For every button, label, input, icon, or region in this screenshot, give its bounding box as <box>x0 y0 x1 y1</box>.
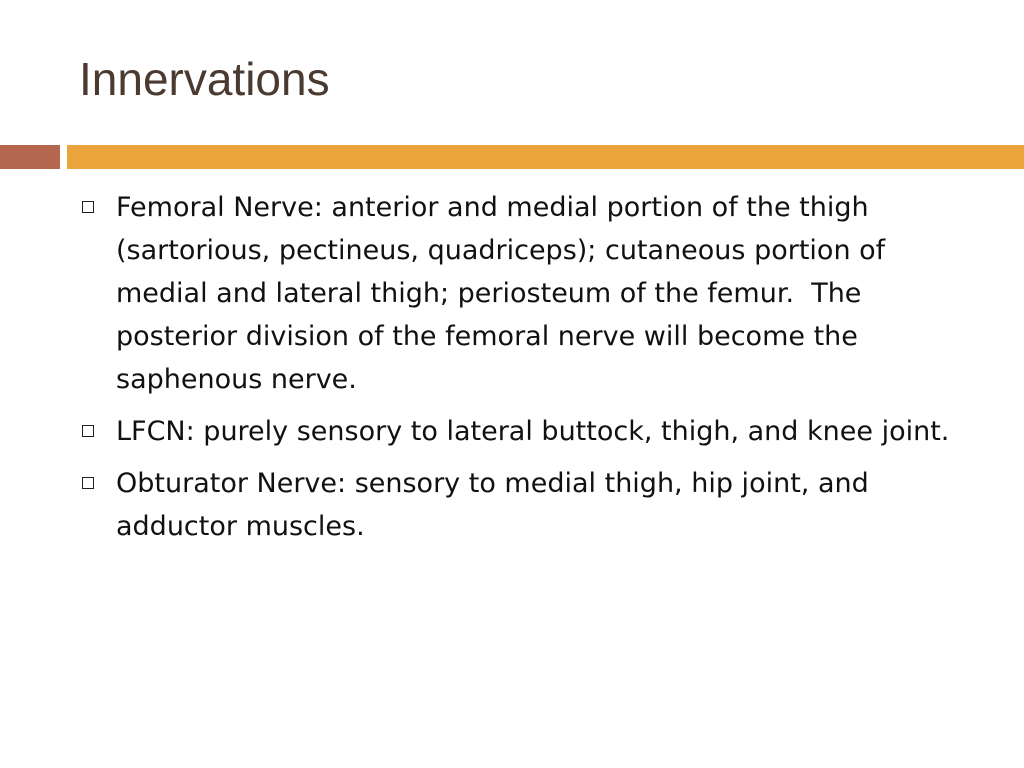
accent-bar-left <box>0 145 60 169</box>
slide-title: Innervations <box>79 53 330 105</box>
bullet-item-obturator-nerve <box>80 462 980 548</box>
square-bullet-icon <box>82 425 94 437</box>
square-bullet-icon <box>82 201 94 213</box>
bullet-text: LFCN: purely sensory to lateral buttock, thigh, and knee joint. <box>116 416 950 447</box>
accent-bar-right <box>67 145 1024 169</box>
bullet-text: Femoral Nerve: anterior and medial portion of the thigh (sartorious, pectineus, quadriceps); cutaneous portion of medial and lateral thigh; periosteum of the femur. The posterior division of the femoral nerve will become the saphenous nerve. <box>116 192 894 395</box>
bullet-text: Obturator Nerve: sensory to medial thigh, hip joint, and adductor muscles. <box>116 468 869 542</box>
bullet-item-femoral-nerve <box>80 186 980 401</box>
square-bullet-icon <box>82 477 94 489</box>
bullet-item-lfcn <box>80 410 980 453</box>
bullet-list <box>80 186 980 557</box>
